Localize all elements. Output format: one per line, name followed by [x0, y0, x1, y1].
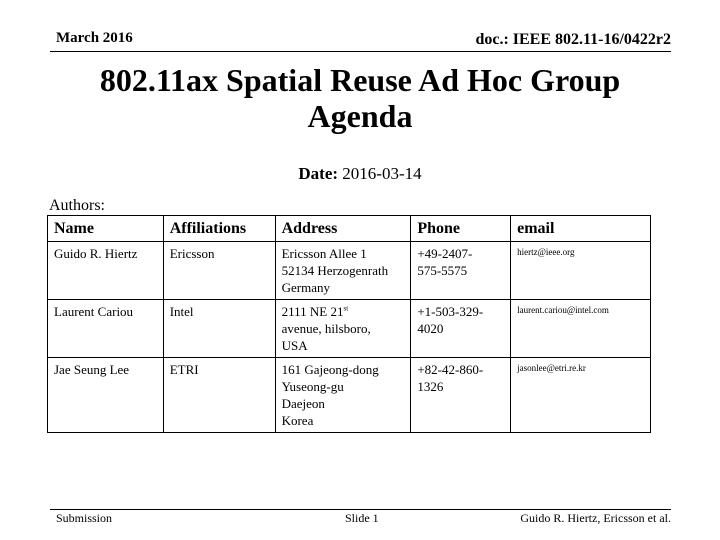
- cell-address: [275, 300, 411, 358]
- column-header-name: Name: [48, 216, 164, 242]
- footer-authors: Guido R. Hiertz, Ericsson et al.: [520, 511, 671, 525]
- cell-phone: [411, 300, 511, 358]
- cell-name: Laurent Cariou: [48, 300, 164, 358]
- cell-affiliation: Intel: [163, 300, 275, 358]
- address-line: Yuseong-gu: [281, 379, 344, 394]
- footer-divider: [50, 509, 671, 510]
- header-date: March 2016: [56, 30, 133, 46]
- cell-address: [275, 242, 411, 300]
- date-line: [0, 164, 720, 184]
- address-line: Korea: [281, 413, 314, 428]
- table-row: [48, 358, 651, 433]
- address-line: Germany: [281, 280, 330, 295]
- address-line: [282, 303, 405, 320]
- address-line: 161 Gajeong-dong: [281, 362, 379, 377]
- header-divider: [50, 51, 671, 52]
- title-line-2: Agenda: [307, 98, 413, 134]
- phone-line: 1326: [417, 379, 444, 394]
- address-line: Daejeon: [281, 396, 325, 411]
- table-header-row: [48, 216, 651, 242]
- title-line-1: 802.11ax Spatial Reuse Ad Hoc Group: [99, 62, 621, 98]
- column-header-affiliations: Affiliations: [163, 216, 275, 242]
- cell-phone: [411, 242, 511, 300]
- address-prefix: 2111 NE 21: [281, 304, 344, 319]
- cell-affiliation: Ericsson: [163, 242, 275, 300]
- cell-address: [275, 358, 411, 433]
- date-label: Date:: [298, 164, 339, 183]
- cell-email: jasonlee@etri.re.kr: [511, 358, 651, 433]
- authors-label: Authors:: [49, 197, 105, 214]
- table-row: [48, 242, 651, 300]
- phone-line: +49-2407-: [417, 246, 473, 261]
- cell-phone: [411, 358, 511, 433]
- slide-title: [40, 62, 680, 134]
- address-ordinal-suffix: st: [343, 304, 349, 313]
- phone-line: +82-42-860-: [417, 362, 484, 377]
- date-value: 2016-03-14: [342, 164, 422, 183]
- authors-table: [47, 215, 651, 433]
- address-line: Ericsson Allee 1: [281, 246, 367, 261]
- cell-email: hiertz@ieee.org: [511, 242, 651, 300]
- address-line: 52134 Herzogenrath: [281, 263, 389, 278]
- phone-line: 575-5575: [417, 263, 468, 278]
- phone-line: +1-503-329-: [417, 304, 484, 319]
- column-header-address: Address: [275, 216, 411, 242]
- footer-submission: Submission: [56, 511, 113, 525]
- address-line: USA: [281, 338, 308, 353]
- table-row: [48, 300, 651, 358]
- cell-name: Jae Seung Lee: [48, 358, 164, 433]
- address-line: avenue, hilsboro,: [281, 321, 371, 336]
- header-doc-id: doc.: IEEE 802.11-16/0422r2: [475, 31, 671, 48]
- phone-line: 4020: [417, 321, 444, 336]
- cell-affiliation: ETRI: [163, 358, 275, 433]
- column-header-phone: Phone: [411, 216, 511, 242]
- cell-name: Guido R. Hiertz: [48, 242, 164, 300]
- footer-slide-number: Slide 1: [345, 511, 379, 525]
- column-header-email: email: [511, 216, 651, 242]
- cell-email: laurent.cariou@intel.com: [511, 300, 651, 358]
